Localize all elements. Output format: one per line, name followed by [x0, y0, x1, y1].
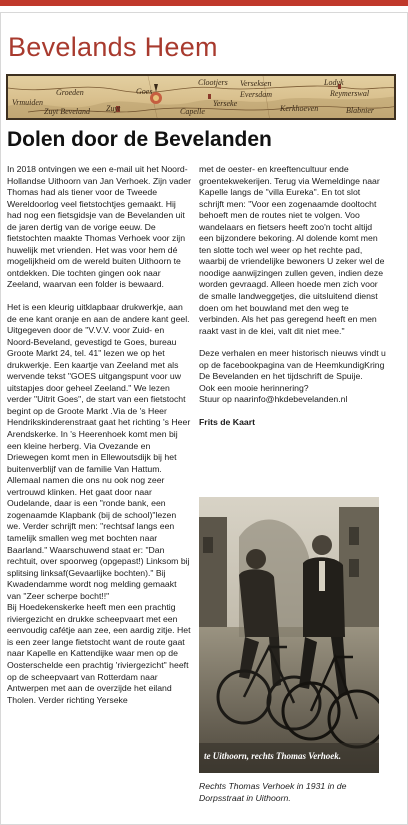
- map-banner: [6, 74, 396, 120]
- article-paragraph: In 2018 ontvingen we een e-mail uit het Noord-Hollandse Uithoorn van Jan Verhoek. Zijn vader Thomas had als tiener voor de Tweede Wereldoorlog veel fietstochtjes gemaakt. Hij had nog een fietsgidsje van de Bevelanden uit de jaren dertig van de vorige eeuw. De fietstochten maakte Thomas Verhoek voor zijn huwelijk met vrienden. Het was voor hem dé mogelijkheid om de wereld buiten Uithoorn te ontdekken. Die tochten gingen ook naar Zeeland, waarvan een folder is bewaard.: [7, 164, 191, 290]
- map-label: Clootjers: [198, 78, 228, 87]
- map-label: Groeden: [56, 88, 84, 97]
- article-column-right: [199, 164, 387, 439]
- article-paragraph: Bij Hoedekenskerke heeft men een prachtig riviergezicht en drukke scheepvaart met een eenvoudig cafétje aan zee, een aardig zitje. Het is een zeer lange fietstocht want de route gaat naar Kapelle en Kattendijke waar men op de Oosterschelde een prachtig 'riviergezicht" heeft op de scheepvaart van Rotterdam naar Antwerpen met aan de overzijde het eiland Tholen. Verder richting Yerseke: [7, 602, 191, 705]
- article-headline: Dolen door de Bevelanden: [7, 128, 272, 151]
- map-label: Capelle: [180, 107, 205, 116]
- map-label: Eversdam: [240, 90, 272, 99]
- article-paragraph: Het is een kleurig uitklapbaar drukwerkje, aan de ene kant oranje en aan de andere kant geel. Uitgegeven door de "V.V.V. voor Zuid- en Noord-Beveland, gevestigd te Goes, bureau Groote Markt 24, tel. 41" lezen we op het drukwerkje. Een kaartje van Zeeland met als wervende tekst "GOES uitgangspunt voor uw uitstapjes door geheel Zeeland." We lezen verder "Uitrit Goes", de start van een fietstocht begint op de Groote Markt .Via de 's Heer Hendrikskinderenstraat gaat het richting 's Heer Arendskerke. In 's Heerenhoek komt men bij een kleine herberg. Via Ovezande en Driewegen komt men in Ellewoutsdijk bij het buitenverblijf van de familie Van Hattum. Allemaal namen die ons nu ook nog zeer vertrouwd klinken. Het gaat door naar Oudelande, daar is een "ronde bank, een zogenaamde Klapbank (bij de school)"lezen we. Verder schrijft men: "rechtsaf langs een tamelijk smallen weg met bochten naar Baarland." Waarschuwend staat er: "Dan rechtuit, over spoorweg (opgepast!) Linksom bij splitsing linksaf(Gevaarlijke bochten)." Bij Kwadendamme wordt nog melding gemaakt van "Zeer scherpe bocht!!": [7, 302, 191, 601]
- map-label: Yerseke: [213, 99, 238, 108]
- map-label: Verseksen: [240, 79, 272, 88]
- photo-illustration: [199, 497, 379, 773]
- historic-photo: [199, 497, 379, 773]
- photo-overlay-text: te Uithoorn, rechts Thomas Verhoek.: [204, 751, 342, 761]
- top-accent-bar: [0, 0, 408, 6]
- photo-caption: Rechts Thomas Verhoek in 1931 in de Dorpsstraat in Uithoorn.: [199, 781, 347, 803]
- map-label: Reymerswal: [330, 89, 370, 98]
- article-column-left: [7, 164, 192, 717]
- article-paragraph: Deze verhalen en meer historisch nieuws vindt u op de facebookpagina van de HeemkundigKring De Bevelanden en het tijdschrift de Spuije. Ook een mooie herinnering? Stuur op naarinfo@hkdebevelanden.nl: [199, 348, 386, 405]
- map-label: Goes: [136, 87, 153, 96]
- map-label: Zuyt Beveland: [44, 107, 90, 116]
- article-author: Frits de Kaart: [199, 416, 256, 427]
- publication-title: Bevelands Heem: [8, 32, 218, 62]
- article-paragraph: met de oester- en kreeftencultuur ende groentekwekerijen. Terug via Wemeldinge naar Kapelle langs de "villa Eureka". En tot slot schrijft men: "Voor een zogenaamde dooltocht behoeft men de routes niet te volgen. Voo wandelaars en fietsers heeft zoo'n tocht altijd een bijzondere bekoring. Al dolende komt men ten slotte toch wel weer op het rechte pad, waarbij de vriendelijke bewoners U zeker wel de noodige aanwijzingen zullen geven, indien deze worden gevraagd. Alleen hoede men zich voor de smalle landweggetjes, die uitsluitend dienst doen om het bouwland met den weg te verbinden. Als het pas geregend heeft en men raakt vast in de klei, valt dit niet mee.": [199, 164, 385, 336]
- map-label: Blabnier: [346, 106, 374, 115]
- map-label: Kerkhoeven: [280, 104, 319, 113]
- map-label: Zuyt: [106, 104, 121, 113]
- map-label: Vrmuiden: [12, 98, 43, 107]
- map-label: Lodyk: [324, 78, 344, 87]
